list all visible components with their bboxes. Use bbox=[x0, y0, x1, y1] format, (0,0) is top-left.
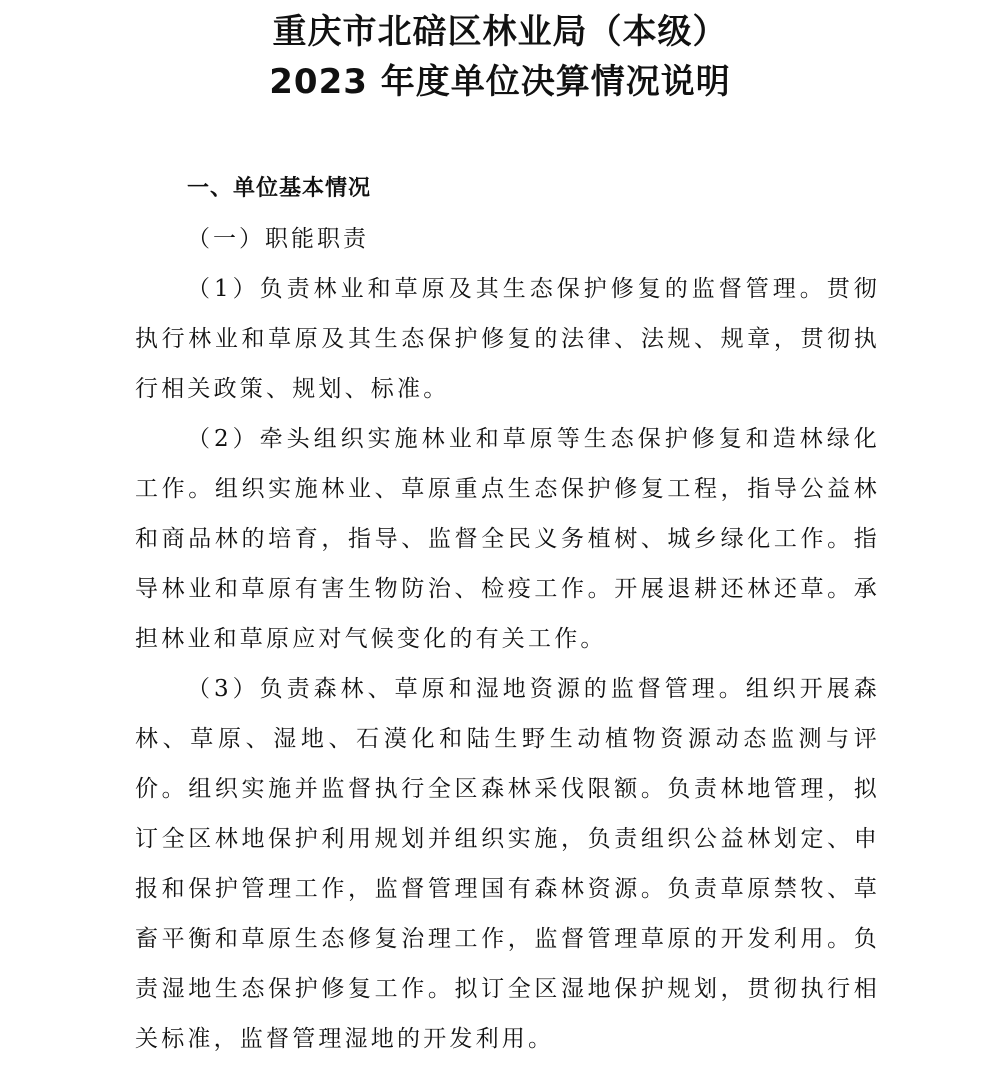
paragraph-1: （1）负责林业和草原及其生态保护修复的监督管理。贯彻执行林业和草原及其生态保护修复的法律、法规、规章，贯彻执行相关政策、规划、标准。 bbox=[135, 276, 880, 402]
subsection-heading: （一）职能职责 bbox=[187, 226, 369, 252]
title-line-1: 重庆市北碚区林业局（本级） bbox=[272, 12, 728, 52]
section-heading: 一、单位基本情况 bbox=[187, 176, 372, 201]
title-line-2: 2023 年度单位决算情况说明 bbox=[269, 62, 731, 102]
paragraph-3: （3）负责森林、草原和湿地资源的监督管理。组织开展森林、草原、湿地、石漠化和陆生野生动植物资源动态监测与评价。组织实施并监督执行全区森林采伐限额。负责林地管理，拟订全区林地保护利用规划并组织实施，负责组织公益林划定、申报和保护管理工作，监督管理国有森林资源。负责草原禁牧、草畜平衡和草原生态修复治理工作，监督管理草原的开发利用。负责湿地生态保护修复工作。拟订全区湿地保护规划，贯彻执行相关标准，监督管理湿地的开发利用。 bbox=[135, 676, 880, 1052]
document-body bbox=[135, 164, 880, 1064]
paragraph-2: （2）牵头组织实施林业和草原等生态保护修复和造林绿化工作。组织实施林业、草原重点生态保护修复工程，指导公益林和商品林的培育，指导、监督全民义务植树、城乡绿化工作。指导林业和草原有害生物防治、检疫工作。开展退耕还林还草。承担林业和草原应对气候变化的有关工作。 bbox=[135, 426, 880, 652]
